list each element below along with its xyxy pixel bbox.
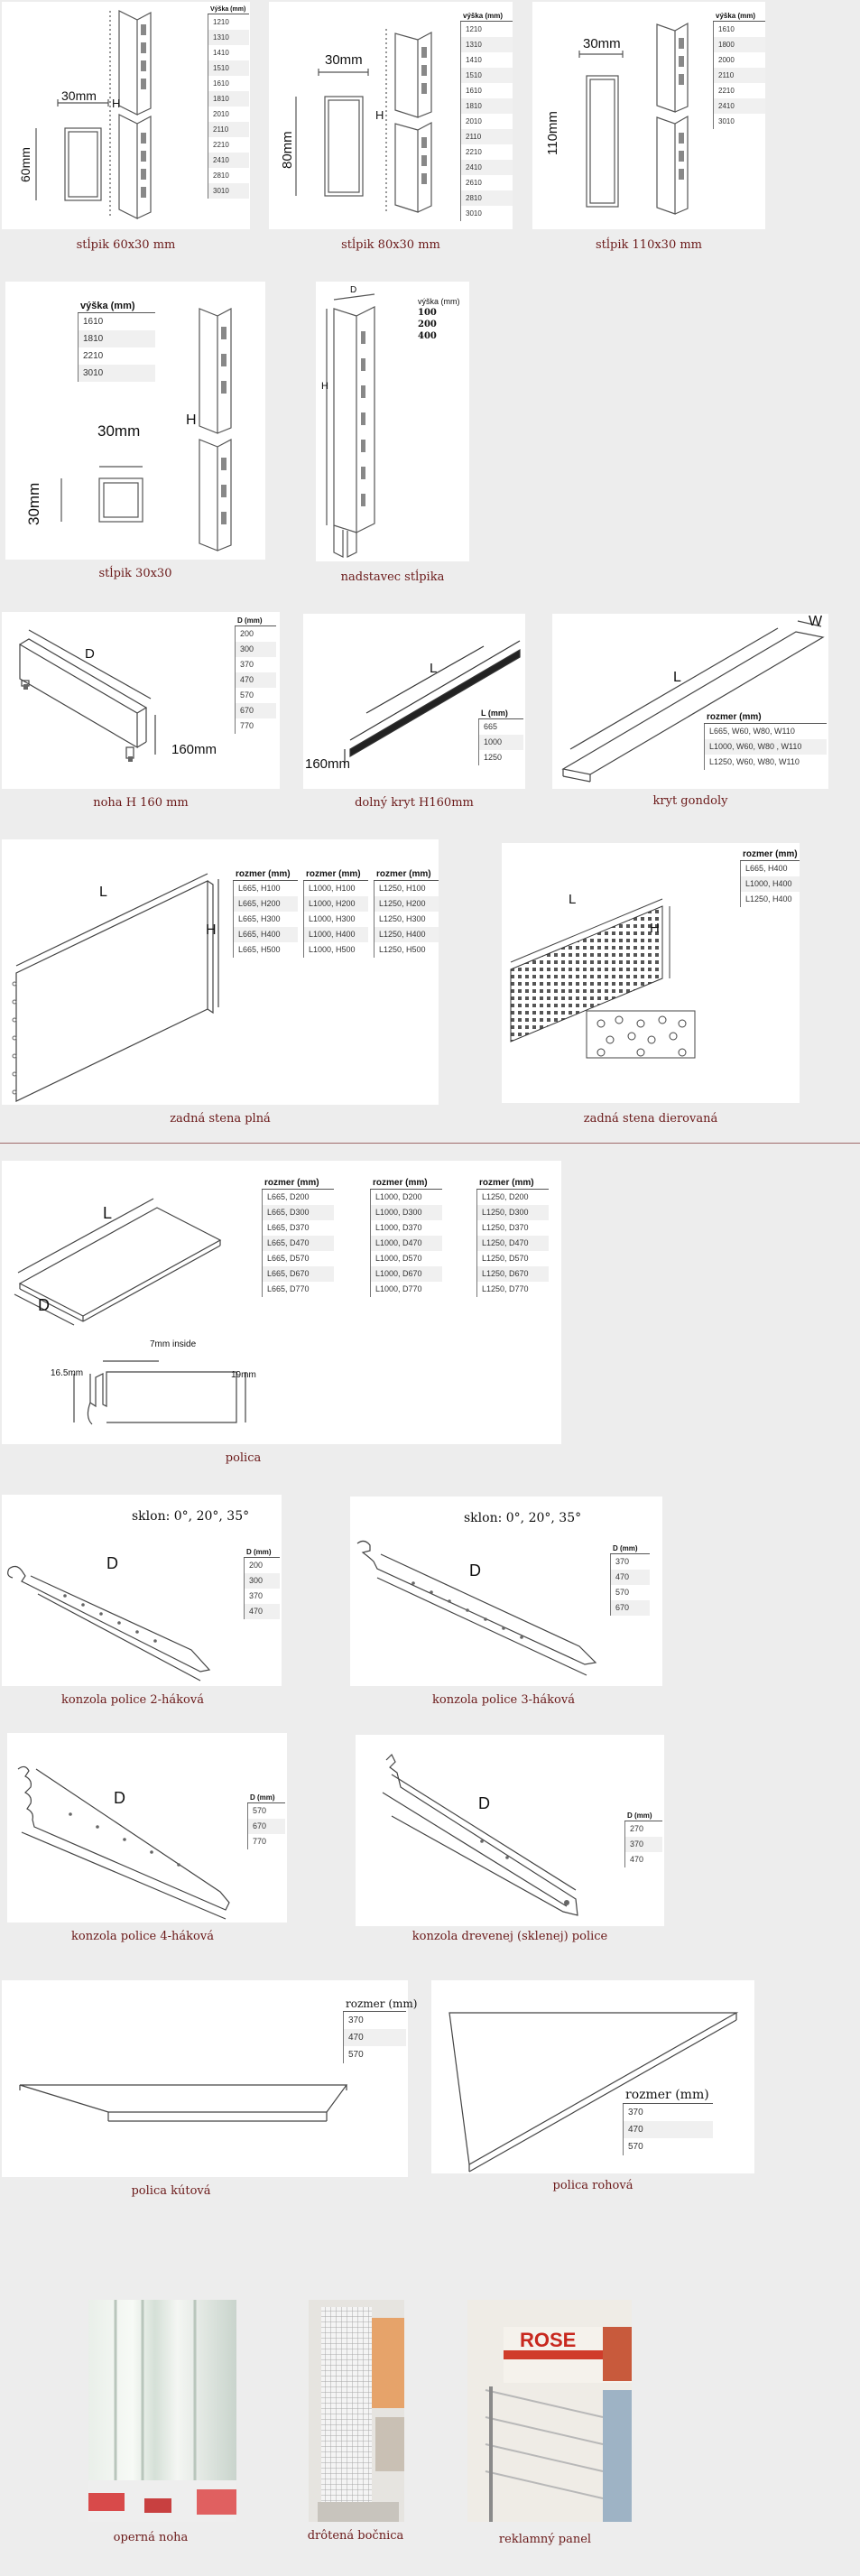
table-body <box>740 861 800 907</box>
table-cell: 670 <box>235 703 276 718</box>
table-cell: 2210 <box>208 137 249 153</box>
caption-corner-shelf-inner: polica kútová <box>131 2184 211 2198</box>
size-table <box>704 711 827 770</box>
table-cell: 2410 <box>208 153 249 168</box>
table-cell: 2000 <box>713 52 765 68</box>
size-table <box>740 848 800 907</box>
table-cell: 3010 <box>78 365 155 382</box>
dim-width: 30mm <box>583 36 621 51</box>
table-cell: L665, D770 <box>262 1282 334 1297</box>
table-cell: L665, D670 <box>262 1266 334 1282</box>
table-cell: 1210 <box>208 14 249 30</box>
table-cell: 570 <box>235 688 276 703</box>
table-cell: 2810 <box>460 190 513 206</box>
table-cell: L1250, D470 <box>476 1236 549 1251</box>
table-cell: L1000, H400 <box>303 927 368 942</box>
table-cell: 1810 <box>78 330 155 347</box>
table-body <box>78 313 155 382</box>
table-header: rozmer (mm) <box>303 868 368 881</box>
table-header: rozmer (mm) <box>623 2087 713 2104</box>
table-cell: 470 <box>244 1604 280 1619</box>
table-cell: L1250, W60, W80, W110 <box>704 755 827 770</box>
table-header: D (mm) <box>247 1793 285 1803</box>
caption-ad-panel: reklamný panel <box>498 2533 592 2546</box>
table-cell: L1000, D770 <box>370 1282 442 1297</box>
caption-post-30x30: stĺpik 30x30 <box>98 567 172 580</box>
table-cell: L1250, D200 <box>476 1190 549 1205</box>
caption-shelf: polica <box>225 1451 262 1465</box>
slope-label: sklon: 0°, 20°, 35° <box>132 1509 250 1524</box>
table-cell: 370 <box>244 1589 280 1604</box>
dim-length: L <box>99 885 107 900</box>
table-body <box>244 1558 280 1619</box>
product-card-corner-shelf-outer <box>431 1980 754 2173</box>
table-cell: L1250, D300 <box>476 1205 549 1220</box>
caption-post-60x30: stĺpik 60x30 mm <box>76 238 176 252</box>
table-header: výška (mm) <box>460 11 513 22</box>
table-cell: 3010 <box>208 183 249 199</box>
heights-table <box>460 11 513 221</box>
table-cell: L1000, H500 <box>303 942 368 958</box>
heights-table <box>78 300 155 382</box>
table-header: rozmer (mm) <box>233 868 298 881</box>
dim-height: 30mm <box>25 482 42 525</box>
caption-back-panel-perforated: zadná stena dierovaná <box>583 1112 718 1126</box>
table-body <box>460 22 513 221</box>
table-body <box>262 1190 334 1297</box>
table-body <box>233 881 298 958</box>
table-cell: L665, D370 <box>262 1220 334 1236</box>
size-table-2 <box>303 868 368 958</box>
product-card-bracket-4-hook <box>7 1733 287 1923</box>
heights-table <box>415 296 467 342</box>
table-body <box>713 22 765 129</box>
table-cell: 200 <box>235 626 276 642</box>
product-card-post-30x30 <box>5 282 265 560</box>
table-cell: 2210 <box>78 347 155 365</box>
table-cell: L1250, D670 <box>476 1266 549 1282</box>
product-card-post-extension <box>316 282 469 561</box>
caption-wire-side: drôtená bočnica <box>307 2529 404 2543</box>
product-card-post-80x30 <box>269 2 513 229</box>
table-cell: 1250 <box>478 750 523 765</box>
table-cell: 400 <box>418 331 437 341</box>
table-cell: 300 <box>235 642 276 657</box>
dim-lip-height: 16.5mm <box>51 1368 84 1378</box>
caption-corner-shelf-outer: polica rohová <box>552 2179 633 2192</box>
table-body <box>208 14 249 199</box>
product-card-shelf <box>2 1161 561 1444</box>
product-card-bracket-2-hook <box>2 1495 282 1686</box>
support-leg-drawing <box>88 2300 236 2522</box>
depth-table <box>247 1793 285 1849</box>
dim-length: L <box>673 670 681 685</box>
caption-back-panel-solid: zadná stena plná <box>170 1112 271 1126</box>
table-cell: 1610 <box>208 76 249 91</box>
table-cell: L665, H400 <box>233 927 298 942</box>
table-cell: 2110 <box>208 122 249 137</box>
table-cell: 470 <box>343 2029 406 2046</box>
table-cell: L1000, D670 <box>370 1266 442 1282</box>
table-cell: 570 <box>610 1585 650 1600</box>
table-cell: 1210 <box>460 22 513 37</box>
dim-depth: D <box>350 285 357 295</box>
table-body <box>478 719 523 765</box>
table-cell: L665, H400 <box>740 861 800 876</box>
table-cell: L1250, D370 <box>476 1220 549 1236</box>
table-body <box>610 1554 650 1616</box>
table-cell: 2210 <box>460 144 513 160</box>
caption-base-foot: noha H 160 mm <box>93 796 189 810</box>
size-table <box>343 1997 418 2063</box>
table-body <box>623 2104 713 2155</box>
table-cell: 1800 <box>713 37 765 52</box>
table-cell: L1250, H500 <box>374 942 439 958</box>
table-header: D (mm) <box>610 1543 650 1554</box>
table-cell: L665, D200 <box>262 1190 334 1205</box>
heights-table <box>208 5 249 199</box>
dim-height: 160mm <box>171 742 217 757</box>
size-table <box>623 2087 713 2155</box>
table-cell: 2010 <box>208 107 249 122</box>
table-cell: 770 <box>247 1834 285 1849</box>
size-table-1 <box>262 1177 334 1297</box>
table-cell: 470 <box>623 2121 713 2138</box>
table-header: L (mm) <box>478 708 523 719</box>
table-cell: 1610 <box>713 22 765 37</box>
product-card-bracket-wood-glass <box>356 1735 664 1926</box>
table-header: D (mm) <box>624 1811 662 1821</box>
wire-side-drawing <box>309 2300 404 2522</box>
table-cell: 665 <box>478 719 523 735</box>
product-card-gondola-cover <box>552 614 828 789</box>
table-cell: L1250, H200 <box>374 896 439 912</box>
table-body <box>343 2012 406 2063</box>
dim-width: 30mm <box>325 52 363 68</box>
table-header: rozmer (mm) <box>370 1177 442 1190</box>
product-card-post-60x30 <box>2 2 250 229</box>
table-cell: L1000, D300 <box>370 1205 442 1220</box>
product-card-bottom-cover <box>303 614 525 789</box>
dim-height: H <box>206 922 217 938</box>
table-cell: 200 <box>418 320 437 329</box>
table-cell: 270 <box>624 1821 662 1837</box>
table-cell: 1310 <box>460 37 513 52</box>
dim-length: L <box>430 661 438 676</box>
dim-width: W <box>809 614 823 629</box>
dim-depth: D <box>38 1296 50 1314</box>
size-table-3 <box>374 868 439 958</box>
dim-profile-height: 19mm <box>231 1370 256 1380</box>
caption-support-leg: operná noha <box>113 2531 189 2544</box>
caption-bottom-cover: dolný kryt H160mm <box>355 796 474 810</box>
table-cell: L1000, D470 <box>370 1236 442 1251</box>
dim-length: H <box>186 412 197 428</box>
table-cell: 2010 <box>460 114 513 129</box>
table-header: výška (mm) <box>418 297 460 306</box>
table-cell: 2610 <box>460 175 513 190</box>
heights-table <box>713 11 765 129</box>
table-cell: L1000, H400 <box>740 876 800 892</box>
dim-height: H <box>650 921 660 936</box>
table-cell: 2110 <box>713 68 765 83</box>
table-cell: L1000, H300 <box>303 912 368 927</box>
table-body <box>235 626 276 734</box>
table-header: Výška (mm) <box>208 5 249 14</box>
table-header: rozmer (mm) <box>343 1997 406 2012</box>
table-cell: 3010 <box>460 206 513 221</box>
ad-sign-text: ROSE <box>520 2329 577 2351</box>
section-divider <box>0 1143 860 1144</box>
table-cell: L1000, H200 <box>303 896 368 912</box>
table-body <box>476 1190 549 1297</box>
table-cell: L1000, H100 <box>303 881 368 896</box>
table-cell: 370 <box>624 1837 662 1852</box>
table-header: rozmer (mm) <box>704 711 827 724</box>
table-cell: 2410 <box>460 160 513 175</box>
table-body <box>247 1803 285 1849</box>
table-cell: L665, H300 <box>233 912 298 927</box>
size-table-2 <box>370 1177 442 1297</box>
table-cell: 1610 <box>460 83 513 98</box>
product-card-post-110x30 <box>532 2 765 229</box>
caption-post-110x30: stĺpik 110x30 mm <box>595 238 702 252</box>
dim-length: L <box>103 1204 113 1222</box>
dim-length: H <box>321 381 328 392</box>
table-cell: 470 <box>624 1852 662 1867</box>
size-table-3 <box>476 1177 549 1297</box>
dim-height: 160mm <box>305 756 351 772</box>
table-cell: 2410 <box>713 98 765 114</box>
product-card-back-panel-solid <box>2 839 439 1105</box>
table-cell: 770 <box>235 718 276 734</box>
bracket-wood-glass-drawing <box>356 1735 664 1926</box>
table-header: výška (mm) <box>713 11 765 22</box>
table-cell: 570 <box>623 2138 713 2155</box>
caption-bracket-wood-glass: konzola drevenej (sklenej) police <box>412 1930 608 1943</box>
table-cell: 1310 <box>208 30 249 45</box>
table-header: D (mm) <box>235 616 276 626</box>
table-cell: 2210 <box>713 83 765 98</box>
table-cell: 300 <box>244 1573 280 1589</box>
photo-ad-panel <box>467 2300 632 2522</box>
table-cell: 670 <box>610 1600 650 1616</box>
table-cell: 1000 <box>478 735 523 750</box>
dim-depth: D <box>469 1561 481 1580</box>
table-cell: 470 <box>235 672 276 688</box>
table-cell: L665, D570 <box>262 1251 334 1266</box>
table-cell: L665, H500 <box>233 942 298 958</box>
dim-width: 30mm <box>97 422 141 440</box>
dim-height: 110mm <box>545 111 560 155</box>
dim-length: H <box>112 97 121 110</box>
product-card-corner-shelf-inner <box>2 1980 418 2177</box>
table-cell: 100 <box>418 308 437 318</box>
photo-wire-side <box>309 2300 404 2522</box>
table-cell: L665, W60, W80, W110 <box>704 724 827 739</box>
table-cell: L665, H100 <box>233 881 298 896</box>
dim-height: 60mm <box>18 147 32 182</box>
table-cell: L1000, W60, W80 , W110 <box>704 739 827 755</box>
table-header: rozmer (mm) <box>476 1177 549 1190</box>
table-cell: 370 <box>610 1554 650 1570</box>
table-cell: 2110 <box>460 129 513 144</box>
depth-table <box>235 616 276 734</box>
table-cell: L1000, D200 <box>370 1190 442 1205</box>
table-cell: 1510 <box>208 60 249 76</box>
size-table-1 <box>233 868 298 958</box>
dim-depth: D <box>114 1789 125 1807</box>
table-cell: 1410 <box>208 45 249 60</box>
table-cell: 370 <box>235 657 276 672</box>
dim-width: 30mm <box>61 88 97 103</box>
table-cell: L1250, H100 <box>374 881 439 896</box>
dim-inside: 7mm inside <box>150 1339 197 1349</box>
table-cell: 200 <box>244 1558 280 1573</box>
product-card-base-foot <box>2 612 280 789</box>
dim-depth: D <box>106 1554 118 1572</box>
table-cell: 1610 <box>78 313 155 330</box>
table-cell: L1250, H300 <box>374 912 439 927</box>
table-cell: L1000, D370 <box>370 1220 442 1236</box>
table-body <box>624 1821 662 1867</box>
table-cell: 370 <box>343 2012 406 2029</box>
length-table <box>478 708 523 765</box>
table-cell: L1000, D570 <box>370 1251 442 1266</box>
caption-gondola-cover: kryt gondoly <box>652 794 728 808</box>
table-cell: L1250, D570 <box>476 1251 549 1266</box>
table-body <box>303 881 368 958</box>
dim-depth: D <box>85 646 95 662</box>
caption-post-extension: nadstavec stĺpika <box>340 570 445 584</box>
table-header: D (mm) <box>244 1547 280 1558</box>
table-cell: L665, H200 <box>233 896 298 912</box>
table-cell: 1410 <box>460 52 513 68</box>
table-cell: L1250, D770 <box>476 1282 549 1297</box>
table-body <box>374 881 439 958</box>
table-header: rozmer (mm) <box>374 868 439 881</box>
table-cell: 570 <box>247 1803 285 1819</box>
table-cell: L665, D300 <box>262 1205 334 1220</box>
table-cell: L1250, H400 <box>740 892 800 907</box>
table-cell: 2810 <box>208 168 249 183</box>
table-cell: L1250, H400 <box>374 927 439 942</box>
table-cell: L665, D470 <box>262 1236 334 1251</box>
table-header: výška (mm) <box>78 300 155 313</box>
dim-length: L <box>569 892 577 907</box>
caption-bracket-4-hook: konzola police 4-háková <box>71 1930 214 1943</box>
caption-bracket-3-hook: konzola police 3-háková <box>432 1693 575 1707</box>
table-header: rozmer (mm) <box>740 848 800 861</box>
table-cell: 1810 <box>208 91 249 107</box>
photo-support-leg <box>88 2300 236 2522</box>
table-cell: 1510 <box>460 68 513 83</box>
depth-table <box>610 1543 650 1616</box>
table-cell: 1810 <box>460 98 513 114</box>
dim-depth: D <box>478 1794 490 1812</box>
product-card-bracket-3-hook <box>350 1496 662 1686</box>
table-cell: 3010 <box>713 114 765 129</box>
table-cell: 570 <box>343 2046 406 2063</box>
bracket-4-hook-drawing <box>7 1733 287 1923</box>
table-body <box>704 724 827 770</box>
product-card-back-panel-perforated <box>502 843 800 1103</box>
dim-length: H <box>375 108 384 122</box>
table-cell: 670 <box>247 1819 285 1834</box>
table-cell: 370 <box>623 2104 713 2121</box>
depth-table <box>244 1547 280 1619</box>
caption-post-80x30: stĺpik 80x30 mm <box>341 238 440 252</box>
table-body <box>370 1190 442 1297</box>
dim-height: 80mm <box>280 131 295 169</box>
slope-label: sklon: 0°, 20°, 35° <box>464 1511 582 1525</box>
table-header: rozmer (mm) <box>262 1177 334 1190</box>
caption-bracket-2-hook: konzola police 2-háková <box>61 1693 204 1707</box>
table-cell: 470 <box>610 1570 650 1585</box>
depth-table <box>624 1811 662 1867</box>
table-body <box>415 307 467 342</box>
